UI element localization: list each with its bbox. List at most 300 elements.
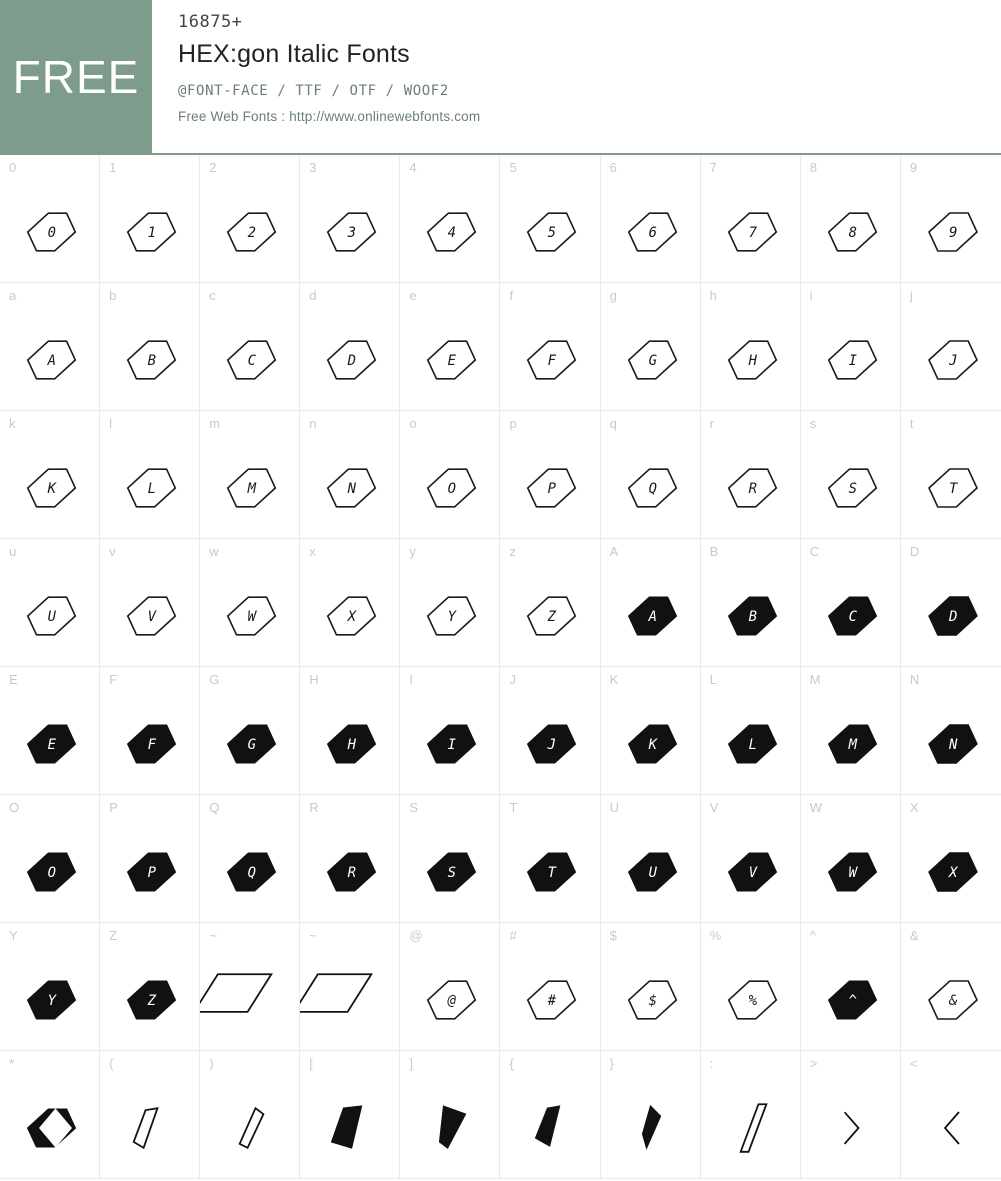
glyph-preview-icon	[601, 185, 700, 282]
glyph-cell[interactable]	[701, 923, 801, 1051]
glyph-cell[interactable]	[400, 1051, 500, 1179]
glyph-cell[interactable]	[0, 283, 100, 411]
glyph-cell[interactable]	[601, 1051, 701, 1179]
glyph-cell[interactable]	[801, 667, 901, 795]
glyph-cell-label: 4	[409, 160, 417, 175]
glyph-cell-label: )	[209, 1056, 214, 1071]
svg-text:9: 9	[948, 224, 957, 241]
glyph-preview-icon	[200, 313, 299, 410]
glyph-cell[interactable]	[0, 539, 100, 667]
glyph-cell-label: A	[609, 544, 619, 559]
glyph-preview-icon	[901, 569, 1001, 666]
glyph-cell[interactable]	[200, 283, 300, 411]
svg-text:@: @	[447, 992, 456, 1009]
glyph-cell-label: g	[609, 288, 617, 303]
svg-text:T: T	[948, 480, 957, 497]
glyph-cell[interactable]	[500, 411, 600, 539]
glyph-cell-label: ~	[209, 928, 217, 943]
glyph-count: 16875+	[178, 12, 243, 32]
glyph-preview-icon	[0, 825, 99, 922]
svg-text:K: K	[648, 736, 657, 753]
glyph-cell[interactable]	[0, 795, 100, 923]
svg-text:C: C	[247, 352, 256, 369]
glyph-preview-icon	[801, 569, 900, 666]
glyph-cell[interactable]	[601, 411, 701, 539]
glyph-preview-icon	[0, 1081, 99, 1178]
glyph-cell[interactable]	[901, 1051, 1001, 1179]
svg-text:1: 1	[147, 224, 156, 241]
glyph-cell-label: $	[609, 928, 617, 943]
glyph-preview-icon	[400, 185, 499, 282]
glyph-cell-label: E	[9, 672, 18, 687]
glyph-cell-label: 8	[809, 160, 817, 175]
glyph-cell[interactable]	[200, 539, 300, 667]
glyph-cell[interactable]	[801, 411, 901, 539]
glyph-cell-label: W	[809, 800, 823, 815]
svg-text:D: D	[948, 608, 957, 625]
glyph-cell-label: i	[809, 288, 813, 303]
glyph-cell[interactable]	[400, 411, 500, 539]
glyph-cell-label: 5	[509, 160, 517, 175]
svg-text:M: M	[848, 736, 857, 753]
glyph-cell[interactable]	[701, 539, 801, 667]
glyph-preview-icon	[200, 441, 299, 538]
glyph-preview-icon	[801, 313, 900, 410]
glyph-cell-label: 9	[909, 160, 918, 175]
glyph-cell-label: ]	[409, 1056, 413, 1071]
glyph-cell[interactable]	[0, 411, 100, 539]
glyph-preview-icon	[200, 1081, 299, 1178]
glyph-cell[interactable]	[901, 923, 1001, 1051]
glyph-preview-icon	[400, 697, 499, 794]
glyph-cell-label: B	[709, 544, 719, 559]
svg-text:&: &	[948, 992, 957, 1009]
svg-text:U: U	[648, 864, 657, 881]
glyph-preview-icon	[500, 825, 599, 922]
glyph-cell-label: n	[309, 416, 317, 431]
glyph-cell-label: Q	[209, 800, 220, 815]
svg-text:G: G	[247, 736, 256, 753]
glyph-preview-icon	[500, 313, 599, 410]
svg-text:J: J	[548, 736, 556, 753]
glyph-cell-label: ~	[309, 928, 317, 943]
glyph-cell[interactable]	[0, 155, 100, 283]
glyph-preview-icon	[400, 1081, 499, 1178]
glyph-cell-label: R	[309, 800, 319, 815]
glyph-cell-label: L	[709, 672, 717, 687]
free-badge: FREE	[0, 0, 152, 153]
glyph-cell-label: V	[709, 800, 719, 815]
glyph-cell[interactable]	[701, 155, 801, 283]
glyph-cell-label: %	[709, 928, 722, 943]
glyph-preview-icon	[901, 697, 1001, 794]
glyph-cell[interactable]	[500, 155, 600, 283]
glyph-cell-label: O	[9, 800, 20, 815]
glyph-cell[interactable]	[200, 411, 300, 539]
glyph-preview-icon	[500, 1081, 599, 1178]
svg-text:L: L	[147, 480, 156, 497]
svg-text:6: 6	[648, 224, 657, 241]
glyph-cell[interactable]	[200, 667, 300, 795]
glyph-preview-icon	[300, 569, 399, 666]
svg-text:Y: Y	[47, 992, 56, 1009]
glyph-cell[interactable]	[701, 283, 801, 411]
page-title: HEX:gon Italic Fonts	[178, 40, 410, 68]
glyph-grid	[0, 155, 1001, 1179]
svg-text:W: W	[848, 864, 857, 881]
glyph-cell-label: 2	[209, 160, 217, 175]
glyph-cell-label: G	[209, 672, 220, 687]
glyph-cell[interactable]	[200, 923, 300, 1051]
glyph-cell[interactable]	[0, 667, 100, 795]
svg-text:Y: Y	[447, 608, 456, 625]
site-link[interactable]: Free Web Fonts : http://www.onlinewebfonts.com	[178, 109, 481, 124]
glyph-cell-label: h	[709, 288, 717, 303]
glyph-cell-label: &	[909, 928, 919, 943]
glyph-cell-label: o	[409, 416, 417, 431]
glyph-cell[interactable]	[701, 411, 801, 539]
svg-text:J: J	[948, 352, 957, 369]
svg-text:I: I	[848, 352, 857, 369]
svg-text:7: 7	[748, 224, 757, 241]
glyph-preview-icon	[100, 825, 199, 922]
glyph-preview-icon	[701, 825, 800, 922]
glyph-preview-icon	[701, 313, 800, 410]
glyph-cell[interactable]	[500, 667, 600, 795]
glyph-preview-icon	[701, 1081, 800, 1178]
glyph-cell[interactable]	[601, 795, 701, 923]
glyph-cell[interactable]	[200, 155, 300, 283]
glyph-preview-icon	[100, 185, 199, 282]
svg-text:Q: Q	[648, 480, 657, 497]
svg-text:3: 3	[347, 224, 356, 241]
svg-text:T: T	[548, 864, 556, 881]
glyph-preview-icon	[200, 569, 299, 666]
glyph-cell[interactable]	[100, 667, 200, 795]
glyph-cell-label: *	[9, 1056, 15, 1071]
glyph-cell-label: M	[809, 672, 821, 687]
glyph-cell-label: x	[309, 544, 316, 559]
glyph-cell[interactable]	[300, 923, 400, 1051]
glyph-cell-label: (	[109, 1056, 114, 1071]
glyph-cell-label: v	[109, 544, 116, 559]
glyph-preview-icon	[601, 1081, 700, 1178]
glyph-cell-label: a	[9, 288, 17, 303]
glyph-cell[interactable]	[200, 1051, 300, 1179]
svg-text:Q: Q	[247, 864, 256, 881]
svg-text:E: E	[47, 736, 56, 753]
glyph-cell-label: l	[109, 416, 112, 431]
svg-text:$: $	[648, 992, 657, 1009]
glyph-cell[interactable]	[901, 795, 1001, 923]
svg-text:F: F	[548, 352, 556, 369]
glyph-cell[interactable]	[500, 795, 600, 923]
svg-text:O: O	[447, 480, 456, 497]
glyph-cell[interactable]	[701, 795, 801, 923]
glyph-cell-label: t	[909, 416, 914, 431]
glyph-preview-icon	[901, 441, 1001, 538]
glyph-cell-label: r	[709, 416, 714, 431]
svg-text:R: R	[748, 480, 757, 497]
glyph-preview-icon	[801, 441, 900, 538]
glyph-cell-label: <	[909, 1056, 918, 1071]
glyph-cell[interactable]	[901, 667, 1001, 795]
glyph-cell[interactable]	[400, 923, 500, 1051]
glyph-preview-icon	[601, 825, 700, 922]
svg-text:U: U	[47, 608, 56, 625]
glyph-preview-icon	[701, 441, 800, 538]
glyph-cell-label: p	[509, 416, 517, 431]
glyph-cell-label: 0	[9, 160, 17, 175]
header-text-block	[152, 0, 480, 153]
glyph-cell[interactable]	[300, 1051, 400, 1179]
glyph-preview-icon	[701, 953, 800, 1050]
glyph-preview-icon	[500, 953, 599, 1050]
glyph-cell[interactable]	[400, 155, 500, 283]
glyph-preview-icon	[400, 825, 499, 922]
svg-text:5: 5	[548, 224, 556, 241]
glyph-cell[interactable]	[300, 795, 400, 923]
svg-text:B: B	[147, 352, 156, 369]
glyph-cell[interactable]	[601, 667, 701, 795]
glyph-cell[interactable]	[100, 923, 200, 1051]
glyph-preview-icon	[701, 569, 800, 666]
svg-text:W: W	[247, 608, 256, 625]
glyph-cell-label: S	[409, 800, 419, 815]
glyph-cell-label: f	[509, 288, 514, 303]
glyph-cell-label: X	[909, 800, 919, 815]
glyph-cell-label: 6	[609, 160, 617, 175]
svg-text:P: P	[548, 480, 556, 497]
glyph-preview-icon	[300, 441, 399, 538]
svg-text:8: 8	[848, 224, 857, 241]
glyph-cell-label: 1	[109, 160, 117, 175]
glyph-cell-label: u	[9, 544, 17, 559]
glyph-preview-icon	[100, 1081, 199, 1178]
glyph-preview-icon	[500, 697, 599, 794]
glyph-preview-icon	[0, 313, 99, 410]
glyph-cell[interactable]	[500, 923, 600, 1051]
glyph-preview-icon	[500, 569, 599, 666]
glyph-preview-icon	[400, 569, 499, 666]
glyph-cell[interactable]	[901, 539, 1001, 667]
glyph-cell[interactable]	[0, 1051, 100, 1179]
glyph-preview-icon	[500, 185, 599, 282]
glyph-preview-icon	[701, 185, 800, 282]
glyph-cell[interactable]	[801, 155, 901, 283]
glyph-cell-label: 7	[709, 160, 717, 175]
glyph-cell-label: {	[509, 1056, 514, 1071]
glyph-cell-label: H	[309, 672, 319, 687]
glyph-cell[interactable]	[801, 795, 901, 923]
glyph-cell[interactable]	[601, 539, 701, 667]
svg-text:G: G	[648, 352, 657, 369]
page-header	[0, 0, 1001, 155]
glyph-cell-label: T	[509, 800, 518, 815]
svg-text:^: ^	[848, 992, 857, 1009]
svg-text:#: #	[548, 992, 556, 1009]
glyph-preview-icon	[200, 825, 299, 922]
glyph-cell[interactable]	[601, 923, 701, 1051]
glyph-cell[interactable]	[801, 539, 901, 667]
glyph-preview-icon	[901, 825, 1001, 922]
glyph-cell[interactable]	[100, 411, 200, 539]
svg-text:L: L	[748, 736, 757, 753]
glyph-preview-icon	[100, 313, 199, 410]
glyph-cell-label: m	[209, 416, 221, 431]
glyph-cell-label: P	[109, 800, 118, 815]
glyph-preview-icon	[500, 441, 599, 538]
glyph-cell-label: w	[209, 544, 219, 559]
glyph-preview-icon	[0, 441, 99, 538]
glyph-preview-icon	[100, 953, 199, 1050]
svg-text:%: %	[748, 992, 757, 1009]
glyph-cell[interactable]	[500, 539, 600, 667]
glyph-cell-label: z	[509, 544, 516, 559]
svg-text:R: R	[347, 864, 356, 881]
glyph-cell[interactable]	[400, 539, 500, 667]
glyph-cell[interactable]	[801, 283, 901, 411]
glyph-cell[interactable]	[500, 283, 600, 411]
glyph-cell[interactable]	[400, 667, 500, 795]
glyph-cell-label: 3	[309, 160, 317, 175]
glyph-cell[interactable]	[100, 539, 200, 667]
glyph-cell-label: y	[409, 544, 416, 559]
glyph-cell-label: }	[609, 1056, 614, 1071]
glyph-preview-icon	[300, 825, 399, 922]
glyph-cell-label: b	[109, 288, 117, 303]
glyph-cell-label: q	[609, 416, 617, 431]
svg-text:X: X	[347, 608, 356, 625]
glyph-cell-label: K	[609, 672, 619, 687]
glyph-cell[interactable]	[901, 411, 1001, 539]
glyph-cell-label: s	[809, 416, 817, 431]
glyph-cell-label: J	[509, 672, 516, 687]
glyph-preview-icon	[400, 441, 499, 538]
glyph-cell[interactable]	[500, 1051, 600, 1179]
glyph-cell[interactable]	[901, 155, 1001, 283]
svg-text:O: O	[47, 864, 56, 881]
svg-text:Z: Z	[147, 992, 156, 1009]
svg-text:V: V	[147, 608, 156, 625]
glyph-preview-icon	[100, 569, 199, 666]
glyph-preview-icon	[801, 953, 900, 1050]
glyph-cell[interactable]	[300, 539, 400, 667]
glyph-cell[interactable]	[100, 155, 200, 283]
glyph-cell[interactable]	[300, 667, 400, 795]
glyph-cell[interactable]	[200, 795, 300, 923]
svg-text:4: 4	[447, 224, 456, 241]
svg-text:V: V	[748, 864, 757, 881]
glyph-cell[interactable]	[901, 283, 1001, 411]
glyph-cell[interactable]	[0, 923, 100, 1051]
svg-text:Z: Z	[548, 608, 556, 625]
glyph-preview-icon	[0, 697, 99, 794]
glyph-cell[interactable]	[701, 1051, 801, 1179]
svg-text:0: 0	[47, 224, 56, 241]
glyph-preview-icon	[901, 313, 1001, 410]
glyph-cell-label: >	[809, 1056, 818, 1071]
svg-text:H: H	[748, 352, 757, 369]
glyph-preview-icon	[801, 1081, 900, 1178]
glyph-cell[interactable]	[801, 923, 901, 1051]
glyph-cell[interactable]	[601, 155, 701, 283]
svg-text:B: B	[748, 608, 757, 625]
glyph-preview-icon	[0, 953, 99, 1050]
glyph-cell[interactable]	[701, 667, 801, 795]
glyph-cell-label: j	[909, 288, 913, 303]
glyph-preview-icon	[701, 697, 800, 794]
glyph-preview-icon	[801, 697, 900, 794]
glyph-cell-label: N	[909, 672, 920, 687]
svg-text:X: X	[948, 864, 957, 881]
glyph-preview-icon	[300, 953, 399, 1050]
glyph-cell[interactable]	[300, 283, 400, 411]
glyph-cell-label: Y	[9, 928, 18, 943]
glyph-preview-icon	[300, 185, 399, 282]
glyph-preview-icon	[400, 313, 499, 410]
svg-text:I: I	[447, 736, 456, 753]
svg-text:P: P	[147, 864, 156, 881]
glyph-preview-icon	[601, 953, 700, 1050]
glyph-cell-label: @	[409, 928, 423, 943]
format-list: @FONT-FACE / TTF / OTF / WOOF2	[178, 83, 449, 99]
svg-text:S: S	[848, 480, 857, 497]
glyph-cell[interactable]	[100, 1051, 200, 1179]
glyph-cell-label: :	[709, 1056, 714, 1071]
glyph-cell-label: [	[309, 1056, 313, 1071]
glyph-cell-label: #	[509, 928, 517, 943]
svg-text:N: N	[948, 736, 957, 753]
glyph-cell[interactable]	[601, 283, 701, 411]
glyph-cell[interactable]	[100, 283, 200, 411]
glyph-preview-icon	[300, 1081, 399, 1178]
glyph-cell-label: ^	[809, 928, 816, 943]
glyph-cell-label: e	[409, 288, 417, 303]
glyph-cell-label: C	[809, 544, 820, 559]
glyph-preview-icon	[0, 185, 99, 282]
glyph-cell[interactable]	[100, 795, 200, 923]
svg-text:M: M	[247, 480, 256, 497]
glyph-cell[interactable]	[300, 411, 400, 539]
glyph-preview-icon	[801, 825, 900, 922]
glyph-cell[interactable]	[400, 283, 500, 411]
glyph-cell-label: Z	[109, 928, 118, 943]
glyph-preview-icon	[100, 697, 199, 794]
glyph-cell-label: k	[9, 416, 16, 431]
svg-text:H: H	[347, 736, 356, 753]
glyph-cell[interactable]	[400, 795, 500, 923]
glyph-preview-icon	[300, 313, 399, 410]
glyph-preview-icon	[200, 953, 299, 1050]
svg-text:A: A	[47, 352, 56, 369]
svg-text:C: C	[848, 608, 857, 625]
glyph-preview-icon	[400, 953, 499, 1050]
glyph-preview-icon	[300, 697, 399, 794]
glyph-preview-icon	[901, 1081, 1001, 1178]
glyph-cell[interactable]	[300, 155, 400, 283]
glyph-preview-icon	[901, 185, 1001, 282]
svg-text:D: D	[347, 352, 356, 369]
glyph-preview-icon	[0, 569, 99, 666]
svg-text:E: E	[447, 352, 456, 369]
svg-text:2: 2	[247, 224, 256, 241]
glyph-cell[interactable]	[801, 1051, 901, 1179]
glyph-preview-icon	[801, 185, 900, 282]
svg-text:F: F	[147, 736, 156, 753]
glyph-cell-label: d	[309, 288, 317, 303]
svg-text:N: N	[347, 480, 356, 497]
